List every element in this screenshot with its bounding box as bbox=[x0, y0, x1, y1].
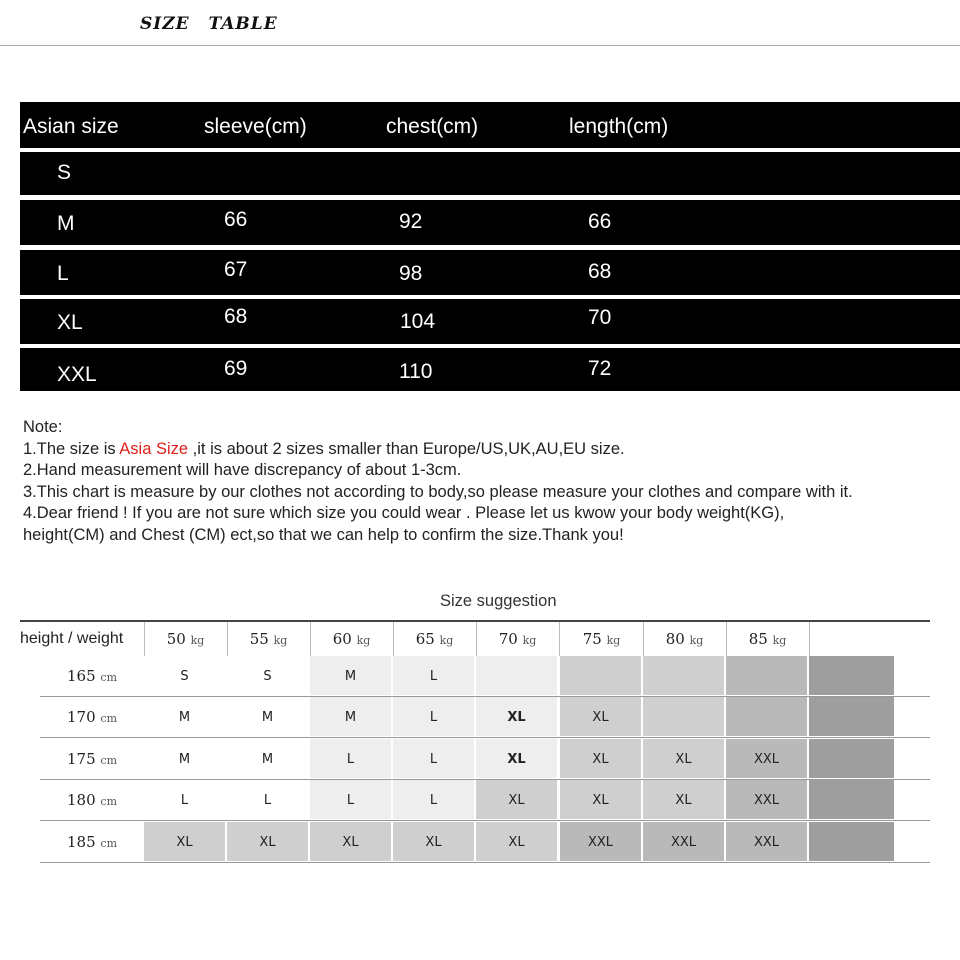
suggestion-cell bbox=[393, 697, 474, 736]
corner-label: height / weight bbox=[20, 622, 145, 656]
column-header-sleeve: sleeve(cm) bbox=[204, 115, 307, 138]
asia-size-highlight: Asia Size bbox=[119, 439, 189, 458]
weight-header bbox=[310, 622, 394, 656]
suggestion-cell bbox=[476, 780, 557, 819]
suggestion-cell bbox=[476, 739, 557, 778]
note-line-1 bbox=[23, 439, 953, 461]
height-unit: cm bbox=[100, 754, 117, 767]
suggestion-title: Size suggestion bbox=[440, 592, 557, 610]
weight-unit: kg bbox=[356, 634, 371, 647]
weight-unit: kg bbox=[273, 634, 288, 647]
suggested-size: L bbox=[346, 752, 355, 767]
table-row bbox=[20, 348, 960, 391]
suggestion-cell bbox=[809, 739, 894, 778]
suggested-size: M bbox=[178, 752, 191, 767]
weight-unit: kg bbox=[772, 634, 787, 647]
suggested-size: XL bbox=[507, 752, 526, 767]
suggestion-cell bbox=[227, 739, 308, 778]
size-cell: M bbox=[57, 212, 75, 235]
suggested-size: XL bbox=[675, 752, 692, 767]
suggestion-cell bbox=[144, 656, 225, 695]
weight-header bbox=[144, 622, 228, 656]
suggested-size: XL bbox=[675, 793, 692, 808]
height-unit: cm bbox=[100, 795, 117, 808]
suggestion-cell bbox=[476, 656, 557, 695]
suggestion-cell bbox=[227, 780, 308, 819]
suggested-size: M bbox=[344, 669, 357, 684]
table-row bbox=[20, 200, 960, 245]
height-value: 185 bbox=[67, 833, 101, 851]
sleeve-cell: 66 bbox=[224, 208, 248, 231]
suggestion-cell bbox=[809, 697, 894, 736]
chest-cell: 98 bbox=[399, 262, 423, 285]
suggestion-cell bbox=[393, 739, 474, 778]
weight-value: 50 bbox=[166, 630, 191, 648]
suggested-size: XL bbox=[259, 835, 276, 850]
suggestion-cell bbox=[393, 656, 474, 695]
suggestion-cell bbox=[227, 656, 308, 695]
suggestion-cell bbox=[310, 656, 391, 695]
note-line-3: 3.This chart is measure by our clothes not according to body,so please measure your clothes and compare with it. bbox=[23, 482, 853, 501]
suggestion-cell bbox=[809, 656, 894, 695]
table-row bbox=[20, 250, 960, 295]
suggested-size: XXL bbox=[753, 835, 780, 850]
suggested-size: M bbox=[344, 710, 357, 725]
suggestion-cell bbox=[560, 656, 641, 695]
suggestion-cell bbox=[726, 697, 807, 736]
size-table-header bbox=[20, 102, 960, 148]
height-label bbox=[40, 739, 144, 780]
height-label bbox=[40, 656, 144, 697]
suggestion-cell bbox=[227, 822, 308, 861]
row-divider bbox=[40, 737, 930, 738]
suggested-size: XL bbox=[425, 835, 442, 850]
weight-header bbox=[726, 622, 810, 656]
suggestion-cell bbox=[560, 780, 641, 819]
weight-value: 55 bbox=[249, 630, 274, 648]
suggested-size: L bbox=[429, 669, 438, 684]
note-heading: Note: bbox=[23, 418, 63, 436]
height-label bbox=[40, 780, 144, 821]
suggestion-cell bbox=[310, 739, 391, 778]
weight-unit: kg bbox=[606, 634, 621, 647]
weight-value: 70 bbox=[498, 630, 523, 648]
suggested-size: S bbox=[263, 669, 272, 684]
sleeve-cell: 68 bbox=[224, 305, 248, 328]
weight-header bbox=[560, 622, 644, 656]
row-divider bbox=[40, 862, 930, 863]
suggested-size: XXL bbox=[587, 835, 614, 850]
suggestion-cell bbox=[393, 780, 474, 819]
chest-cell: 92 bbox=[399, 210, 423, 233]
suggestion-cell bbox=[560, 822, 641, 861]
column-header-size: Asian size bbox=[23, 115, 119, 138]
height-value: 165 bbox=[67, 667, 101, 685]
suggested-size: L bbox=[429, 752, 438, 767]
size-cell: L bbox=[57, 262, 69, 285]
column-header-length: length(cm) bbox=[569, 115, 669, 138]
weight-unit: kg bbox=[190, 634, 205, 647]
note-line-2: 2.Hand measurement will have discrepancy of about 1-3cm. bbox=[23, 461, 462, 479]
table-row bbox=[20, 299, 960, 344]
suggestion-cell bbox=[809, 780, 894, 819]
suggested-size: XL bbox=[592, 752, 609, 767]
weight-unit: kg bbox=[522, 634, 537, 647]
suggested-size: L bbox=[429, 793, 438, 808]
suggested-size: XXL bbox=[670, 835, 697, 850]
weight-header bbox=[643, 622, 727, 656]
height-value: 170 bbox=[67, 708, 101, 726]
weight-unit: kg bbox=[689, 634, 704, 647]
suggestion-cell bbox=[726, 822, 807, 861]
suggested-size: XXL bbox=[753, 752, 780, 767]
weight-value: 75 bbox=[582, 630, 607, 648]
suggested-size: XL bbox=[592, 793, 609, 808]
suggestion-cell bbox=[726, 656, 807, 695]
sleeve-cell: 67 bbox=[224, 258, 248, 281]
suggested-size: M bbox=[261, 710, 274, 725]
suggested-size: L bbox=[346, 793, 355, 808]
suggestion-cell bbox=[643, 656, 724, 695]
suggested-size: XL bbox=[342, 835, 359, 850]
weight-value: 85 bbox=[748, 630, 773, 648]
height-unit: cm bbox=[100, 712, 117, 725]
suggested-size: M bbox=[261, 752, 274, 767]
note-text: 1.The size is bbox=[23, 439, 120, 458]
suggested-size: L bbox=[263, 793, 272, 808]
note-line-4-cont: height(CM) and Chest (CM) ect,so that we can help to confirm the size.Thank you! bbox=[23, 525, 624, 544]
height-value: 175 bbox=[67, 750, 101, 768]
suggestion-cell bbox=[643, 739, 724, 778]
suggestion-cell bbox=[227, 697, 308, 736]
header-divider bbox=[0, 45, 960, 46]
suggestion-cell bbox=[310, 780, 391, 819]
weight-unit: kg bbox=[439, 634, 454, 647]
length-cell: 66 bbox=[588, 210, 612, 233]
weight-value: 65 bbox=[415, 630, 440, 648]
suggestion-cell bbox=[560, 697, 641, 736]
length-cell: 68 bbox=[588, 260, 612, 283]
suggestion-cell bbox=[643, 822, 724, 861]
row-divider bbox=[40, 820, 930, 821]
length-cell: 72 bbox=[588, 357, 612, 380]
suggestion-cell bbox=[310, 697, 391, 736]
suggested-size: L bbox=[429, 710, 438, 725]
table-row bbox=[20, 152, 960, 195]
weight-value: 80 bbox=[665, 630, 690, 648]
suggested-size: S bbox=[180, 669, 189, 684]
suggestion-cell bbox=[560, 739, 641, 778]
suggestion-cell bbox=[809, 822, 894, 861]
suggestion-cell bbox=[393, 822, 474, 861]
suggestion-cell bbox=[476, 822, 557, 861]
chest-cell: 104 bbox=[400, 310, 436, 333]
size-cell: XXL bbox=[57, 363, 97, 386]
height-label bbox=[40, 822, 144, 863]
suggestion-cell bbox=[476, 697, 557, 736]
suggestion-cell bbox=[144, 780, 225, 819]
suggestion-cell bbox=[144, 697, 225, 736]
column-header-chest: chest(cm) bbox=[386, 115, 479, 138]
size-notes bbox=[23, 417, 953, 546]
sleeve-cell: 69 bbox=[224, 357, 248, 380]
suggested-size: L bbox=[180, 793, 189, 808]
weight-header bbox=[393, 622, 477, 656]
suggested-size: XXL bbox=[753, 793, 780, 808]
size-cell: S bbox=[57, 161, 72, 184]
suggestion-cell bbox=[144, 739, 225, 778]
suggested-size: XL bbox=[507, 710, 526, 725]
size-cell: XL bbox=[57, 311, 83, 334]
suggested-size: XL bbox=[508, 793, 525, 808]
suggested-size: M bbox=[178, 710, 191, 725]
suggested-size: XL bbox=[176, 835, 193, 850]
weight-header bbox=[227, 622, 311, 656]
suggestion-cell bbox=[726, 780, 807, 819]
suggested-size: XL bbox=[508, 835, 525, 850]
suggestion-cell bbox=[726, 739, 807, 778]
weight-value: 60 bbox=[332, 630, 357, 648]
suggestion-cell bbox=[643, 697, 724, 736]
weight-header bbox=[476, 622, 560, 656]
length-cell: 70 bbox=[588, 306, 612, 329]
note-text: ,it is about 2 sizes smaller than Europe/US,UK,AU,EU size. bbox=[188, 439, 625, 458]
suggestion-cell bbox=[643, 780, 724, 819]
suggested-size: XL bbox=[592, 710, 609, 725]
height-value: 180 bbox=[67, 791, 101, 809]
note-line-4: 4.Dear friend ! If you are not sure which size you could wear . Please let us kwow your body weight(KG), bbox=[23, 504, 785, 522]
height-unit: cm bbox=[100, 671, 117, 684]
height-unit: cm bbox=[100, 837, 117, 850]
suggestion-cell bbox=[144, 822, 225, 861]
page-title: SIZE TABLE bbox=[140, 14, 278, 34]
chest-cell: 110 bbox=[399, 360, 433, 383]
height-label bbox=[40, 697, 144, 738]
suggestion-cell bbox=[310, 822, 391, 861]
